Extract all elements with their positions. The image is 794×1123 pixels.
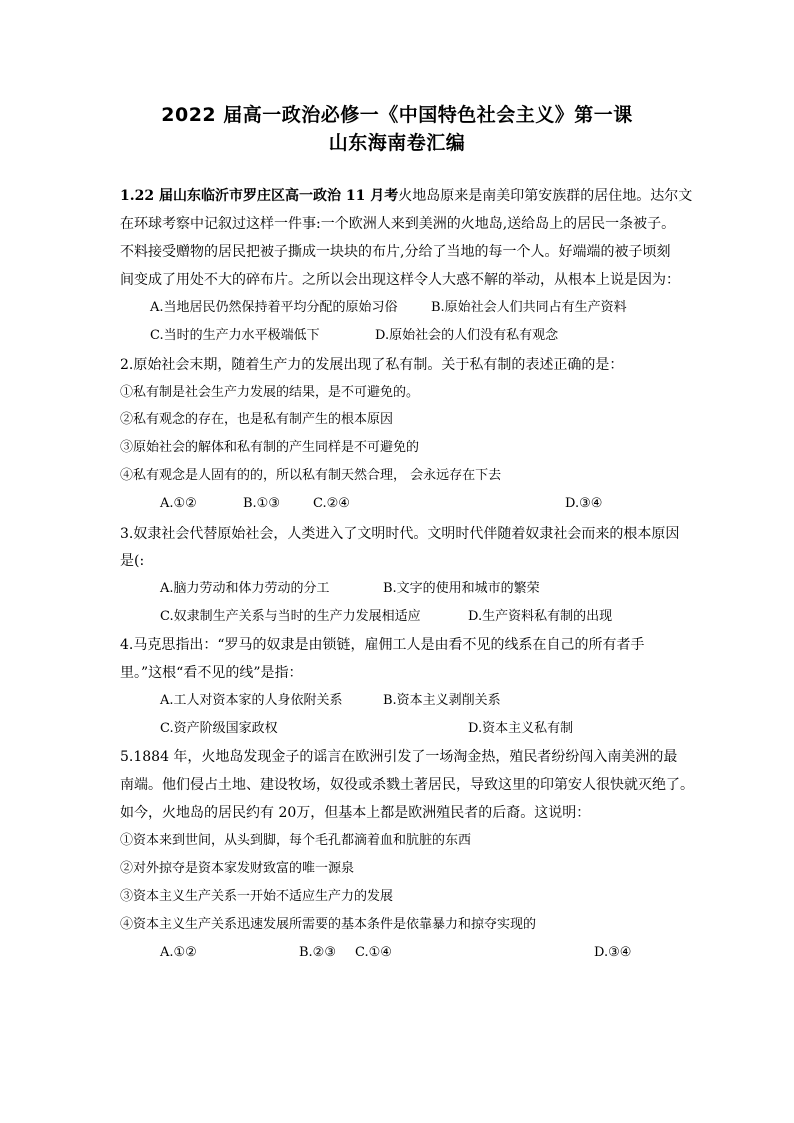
question-4-option-d: D.资本主义私有制 [468, 721, 574, 736]
question-5-option-d: D.③④ [594, 945, 632, 960]
question-1-stem-line: 间变成了用处不大的碎布片。之所以会出现这样令人大惑不解的举动，从根本上说是因为： [120, 272, 680, 288]
question-1-source: 1.22 届山东临沂市罗庄区高一政治 11 月考 [120, 188, 399, 204]
question-5-option-a: A.①② [160, 945, 197, 960]
question-5-item-3: ③资本主义生产关系一开始不适应生产力的发展 [120, 889, 394, 904]
question-5-item-4: ④资本主义生产关系迅速发展所需要的基本条件是依靠暴力和掠夺实现的 [120, 917, 537, 932]
question-5-stem-line: 如今，火地岛的居民约有 20万，但基本上都是欧洲殖民者的后裔。这说明： [120, 805, 591, 821]
question-1-option-d: D.原始社会的人们没有私有观念 [375, 328, 559, 343]
question-1-option-a: A.当地居民仍然保持着平均分配的原始习俗 [150, 300, 398, 315]
question-2-item-1: ①私有制是社会生产力发展的结果，是不可避免的。 [120, 385, 420, 400]
question-2-option-c: C.②④ [313, 496, 350, 511]
question-3-stem-line: 是(: [120, 553, 145, 569]
question-5-option-b: B.②③ [299, 945, 336, 960]
question-1-option-c: C.当时的生产力水平极端低下 [150, 328, 320, 343]
question-2-stem: 2.原始社会末期，随着生产力的发展出现了私有制。关于私有制的表述正确的是： [120, 357, 624, 373]
question-3-option-d: D.生产资料私有制的出现 [468, 609, 613, 624]
question-1-option-b: B.原始社会人们共同占有生产资料 [431, 300, 627, 315]
question-4-option-b: B.资本主义剥削关系 [383, 693, 501, 708]
question-5-stem-line: 5.1884 年，火地岛发现金子的谣言在欧洲引发了一场淘金热，殖民者纷纷闯入南美洲的最 [120, 749, 678, 765]
question-2-item-2: ②私有观念的存在，也是私有制产生的根本原因 [120, 412, 394, 427]
question-2-item-3: ③原始社会的解体和私有制的产生同样是不可避免的 [120, 440, 420, 455]
document-title: 2022 届高一政治必修一《中国特色社会主义》第一课 [161, 104, 633, 126]
question-4-option-c: C.资产阶级国家政权 [160, 721, 278, 736]
question-4-option-a: A.工人对资本家的人身依附关系 [160, 693, 343, 708]
question-5-item-2: ②对外掠夺是资本家发财致富的唯一源泉 [120, 861, 355, 876]
question-4-stem-line: 里。”这根“看不见的线”是指： [120, 665, 303, 681]
question-2-option-d: D.③④ [565, 496, 603, 511]
question-1-stem-line [120, 187, 692, 205]
question-4-stem-line: 4.马克思指出：“罗马的奴隶是由锁链，雇佣工人是由看不见的线系在自己的所有者手 [120, 637, 645, 653]
question-1-stem-line: 不料接受赠物的居民把被子撕成一块块的布片,分给了当地的每一个人。好端端的被子顷刻 [120, 244, 671, 260]
question-5-item-1: ①资本来到世间，从头到脚，每个毛孔都滴着血和肮脏的东西 [120, 833, 472, 848]
question-3-option-a: A.脑力劳动和体力劳动的分工 [160, 581, 330, 596]
question-1-stem-line: 在环球考察中记叙过这样一件事:一个欧洲人来到美洲的火地岛,送给岛上的居民一条被子。 [120, 216, 676, 232]
question-2-option-b: B.①③ [243, 496, 280, 511]
question-3-option-c: C.奴隶制生产关系与当时的生产力发展相适应 [160, 609, 421, 624]
question-5-stem-line: 南端。他们侵占土地、建设牧场，奴役或杀戮土著居民，导致这里的印第安人很快就灭绝了。 [120, 777, 694, 793]
question-1-stem-start: 火地岛原来是南美印第安族群的居住地。达尔文 [398, 188, 693, 204]
document-subtitle: 山东海南卷汇编 [328, 132, 466, 154]
question-3-option-b: B.文字的使用和城市的繁荣 [383, 581, 540, 596]
question-5-option-c: C.①④ [355, 945, 392, 960]
question-2-item-4: ④私有观念是人固有的的，所以私有制天然合理， 会永远存在下去 [120, 468, 502, 483]
question-3-stem-line: 3.奴隶社会代替原始社会，人类进入了文明时代。文明时代伴随着奴隶社会而来的根本原因 [120, 526, 680, 542]
question-2-option-a: A.①② [160, 496, 197, 511]
